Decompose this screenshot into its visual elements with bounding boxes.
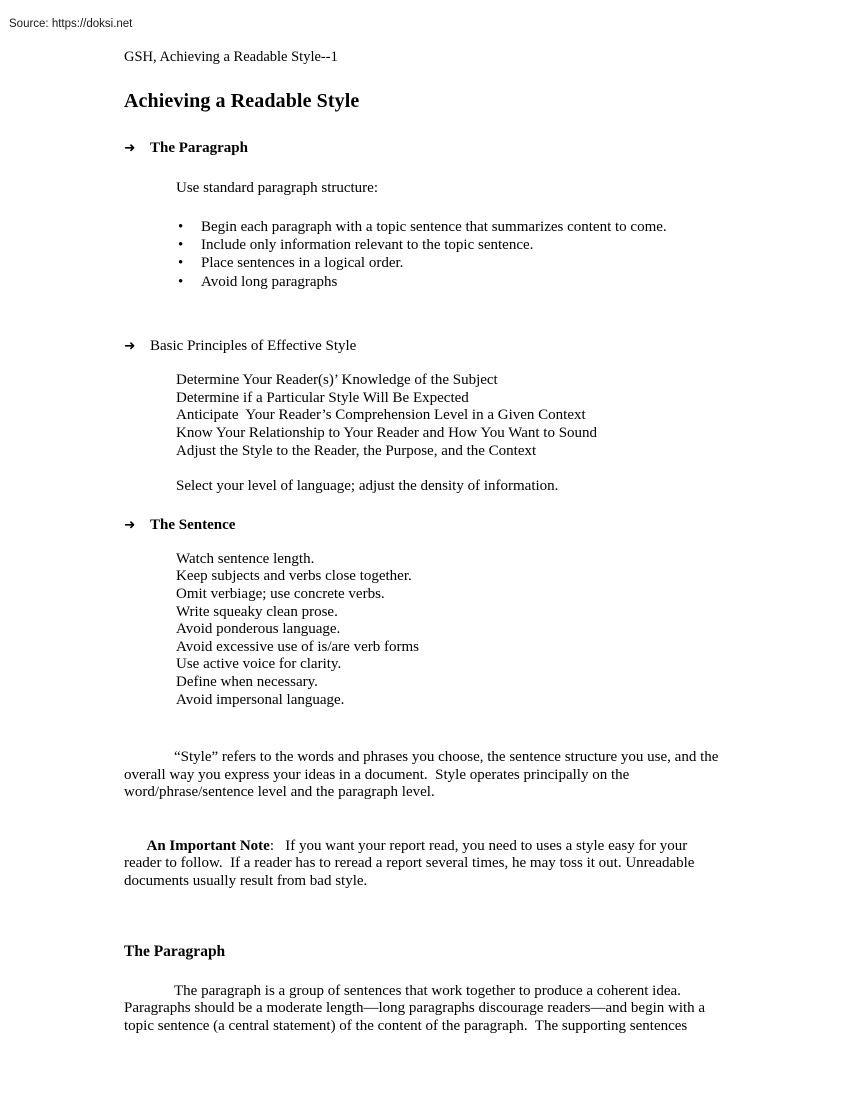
guideline-line: Avoid impersonal language. [176, 691, 345, 708]
heading-the-paragraph [124, 139, 724, 158]
spacer [124, 496, 724, 516]
paragraph-structure-intro [124, 180, 724, 198]
disc-bullet-icon: • [178, 218, 184, 235]
arrow-bullet-icon: ➜ [124, 338, 136, 355]
spacer [124, 158, 724, 180]
spacer [124, 291, 724, 337]
source-attribution: Source: https://doksi.net [9, 18, 133, 30]
disc-bullet-icon: • [178, 255, 184, 272]
intro-line: Use standard paragraph structure: [176, 180, 379, 196]
spacer [124, 802, 724, 820]
list-item-label: Include only information relevant to the topic sentence. [201, 237, 534, 253]
final-section-paragraph: The paragraph is a group of sentences that work together to produce a coherent idea. Paragraphs should be a moderate length—long paragraphs discourage readers—and begin with a topic sentence (a central statement) of the content of the paragraph. The supporting sentences [124, 982, 709, 1035]
list-item [178, 236, 724, 254]
heading-label: The Paragraph [150, 140, 248, 156]
principle-line: Adjust the Style to the Reader, the Purpose, and the Context [176, 442, 537, 459]
principle-line: Determine Your Reader(s)’ Knowledge of the Subject [176, 372, 498, 389]
important-note-text: : If you want your report read, you need to uses a style easy for your reader to follow. If a reader has to reread a report several times, he may toss it out. Unreadable documents usually result from bad style. [124, 837, 699, 889]
heading-label: The Sentence [150, 516, 236, 533]
spacer [124, 198, 724, 218]
guideline-line: Define when necessary. [176, 673, 318, 690]
guideline-line: Avoid ponderous language. [176, 621, 341, 638]
guideline-line: Write squeaky clean prose. [176, 603, 338, 620]
principle-line: Anticipate Your Reader’s Comprehension Level in a Given Context [176, 407, 586, 424]
paragraph-guidelines-list [124, 218, 724, 292]
important-note-paragraph [124, 820, 724, 908]
list-item [178, 254, 724, 272]
spacer [124, 356, 724, 372]
guideline-line: Omit verbiage; use concrete verbs. [176, 585, 385, 602]
section-heading-the-paragraph: The Paragraph [124, 942, 226, 960]
disc-bullet-icon: • [178, 273, 184, 290]
spacer [124, 535, 724, 551]
spacer [124, 908, 724, 942]
heading-label: Basic Principles of Effective Style [150, 338, 357, 355]
principle-line: Determine if a Particular Style Will Be Expected [176, 389, 469, 406]
style-definition-paragraph: “Style” refers to the words and phrases you choose, the sentence structure you use, and the overall way you express your ideas in a document. Style operates principally on the word/phrase/sentence level and the paragraph level. [124, 749, 723, 801]
spacer [124, 460, 724, 478]
heading-the-sentence [124, 516, 724, 535]
important-note-label: An Important Note [146, 837, 270, 854]
arrow-bullet-icon: ➜ [124, 140, 136, 156]
guideline-line: Avoid excessive use of is/are verb forms [176, 638, 419, 655]
list-item-label: Place sentences in a logical order. [201, 255, 404, 272]
sentence-guidelines-list [124, 551, 724, 709]
guideline-line: Watch sentence length. [176, 550, 315, 567]
guideline-line: Keep subjects and verbs close together. [176, 568, 412, 585]
guideline-line: Use active voice for clarity. [176, 656, 342, 673]
principles-closing [124, 478, 724, 496]
principle-line: Know Your Relationship to Your Reader and How You Want to Sound [176, 425, 598, 441]
disc-bullet-icon: • [178, 237, 184, 253]
list-item [178, 218, 724, 236]
document-body [124, 47, 724, 1036]
heading-basic-principles [124, 337, 724, 356]
list-item-label: Avoid long paragraphs [201, 273, 338, 290]
running-head: GSH, Achieving a Readable Style--1 [124, 49, 338, 65]
closing-line: Select your level of language; adjust the density of information. [176, 478, 559, 495]
spacer [124, 961, 724, 983]
list-item-label: Begin each paragraph with a topic sentence that summarizes content to come. [201, 218, 667, 235]
page-title: Achieving a Readable Style [124, 90, 360, 112]
spacer [124, 709, 724, 749]
principles-list [124, 372, 724, 460]
arrow-bullet-icon: ➜ [124, 516, 136, 533]
list-item [178, 273, 724, 291]
